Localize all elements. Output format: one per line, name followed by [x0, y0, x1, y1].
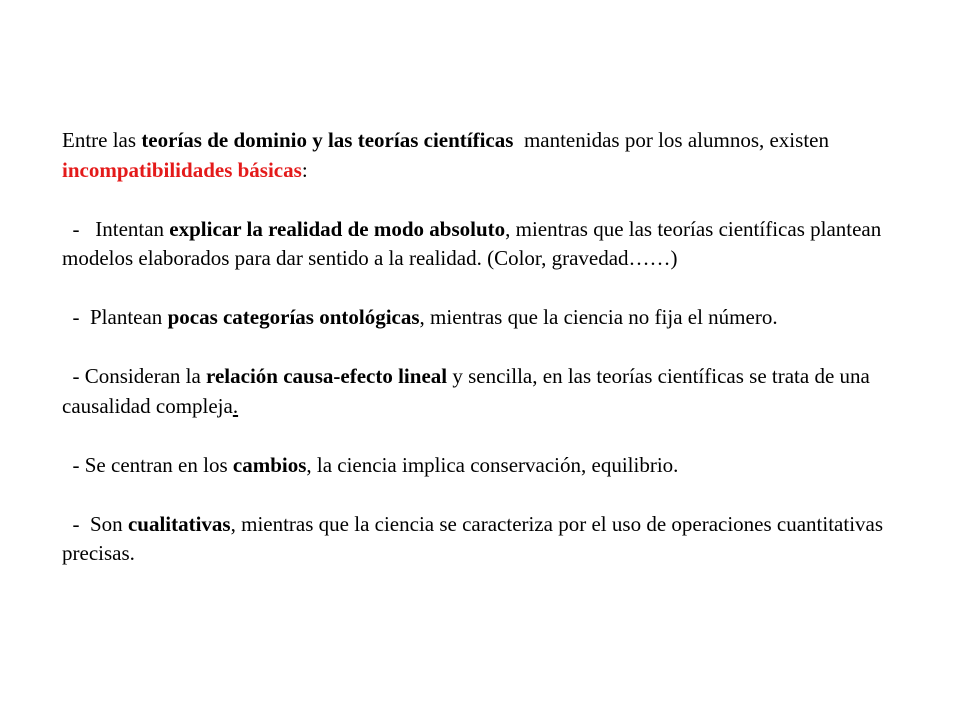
- item4-text-2: , la ciencia implica conservación, equilibrio.: [306, 452, 679, 477]
- item2-text-1: - Plantean: [62, 305, 168, 329]
- item5-bold: cualitativas: [127, 511, 231, 536]
- item3-bold: relación causa-efecto lineal: [206, 364, 448, 388]
- spacer: [62, 480, 902, 510]
- intro-bold-theories: teorías de dominio y las teorías científicas: [141, 128, 514, 152]
- list-item-absolute-reality: [62, 215, 902, 274]
- item3-text-2: y sencilla, en las teorías científicas se trata de una causalidad compleja: [62, 364, 876, 418]
- item1-bold: explicar la realidad de modo absoluto: [169, 216, 506, 241]
- spacer: [62, 185, 902, 215]
- spacer: [62, 274, 902, 304]
- item5-text-1: - Son: [62, 511, 128, 536]
- slide-body: [62, 126, 902, 569]
- intro-text-1: Entre las: [62, 128, 142, 152]
- item2-bold: pocas categorías ontológicas: [167, 305, 420, 329]
- item2-text-2: , mientras que la ciencia no fija el número.: [419, 305, 778, 329]
- item3-underlined-period: .: [232, 393, 239, 418]
- item1-text-1: - Intentan: [62, 216, 170, 241]
- item1-text-2: , mientras que las teorías científicas plantean modelos elaborados para dar sentido a la realidad. (Color, gravedad……): [62, 216, 887, 270]
- list-item-cause-effect: [62, 362, 902, 421]
- list-item-changes: [62, 451, 902, 481]
- list-item-ontological-categories: [62, 303, 902, 333]
- spacer: [62, 333, 902, 363]
- item5-text-2: , mientras que la ciencia se caracteriza por el uso de operaciones cuantitativas precisas.: [62, 511, 889, 565]
- intro-text-2: mantenidas por los alumnos, existen: [513, 128, 835, 152]
- list-item-qualitative: [62, 510, 902, 569]
- item3-text-1: - Consideran la: [62, 364, 207, 388]
- intro-highlight-incompatibilities: incompatibilidades básicas: [62, 157, 302, 182]
- intro-paragraph: [62, 126, 902, 185]
- item4-text-1: - Se centran en los: [62, 452, 233, 477]
- item4-bold: cambios: [232, 452, 307, 477]
- intro-text-3: :: [301, 157, 308, 182]
- spacer: [62, 421, 902, 451]
